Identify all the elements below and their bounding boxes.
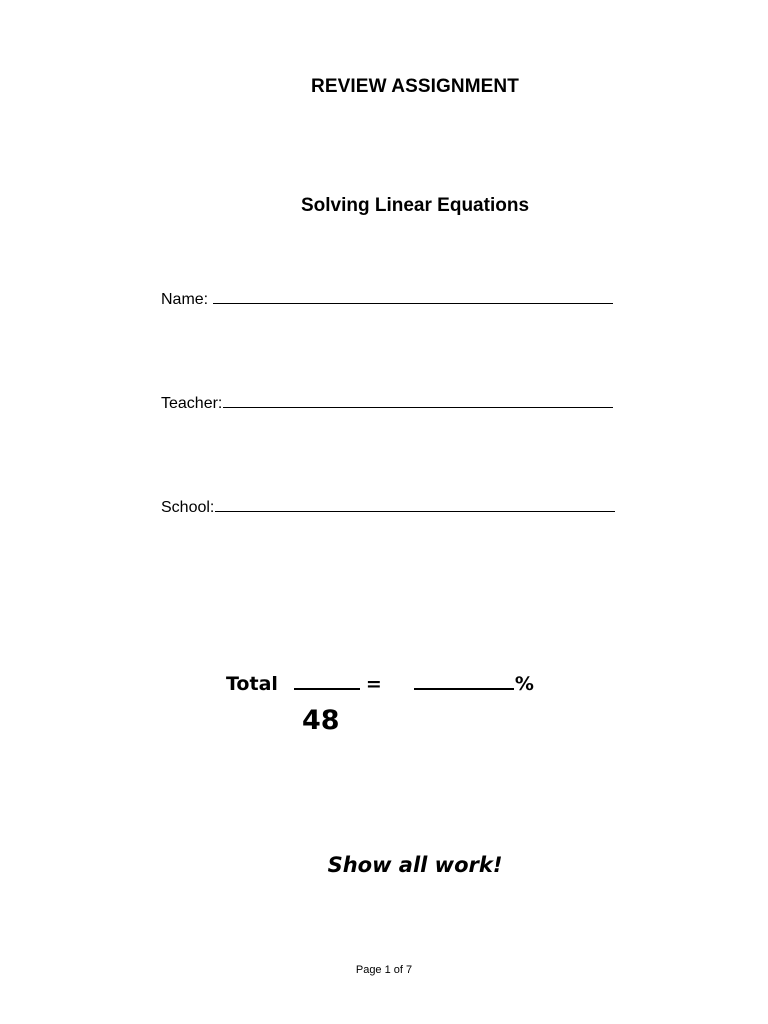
percent-blank-line: [414, 672, 514, 690]
name-blank-line: [213, 289, 613, 304]
school-field: [161, 497, 615, 517]
school-label: School:: [161, 499, 215, 516]
instruction-text: Show all work!: [327, 853, 503, 877]
page-indicator: Page 1 of 7: [355, 964, 413, 976]
score-blank-line: [294, 672, 360, 690]
document-subtitle: Solving Linear Equations: [300, 195, 530, 216]
teacher-field: [161, 393, 613, 413]
teacher-label: Teacher:: [161, 395, 223, 412]
max-points-value: 48: [302, 705, 340, 736]
document-title: REVIEW ASSIGNMENT: [311, 76, 519, 97]
equals-sign: =: [365, 673, 382, 695]
total-score-row: [226, 672, 534, 695]
percent-sign: %: [514, 673, 534, 695]
name-label: Name:: [161, 291, 209, 308]
total-label: Total: [226, 673, 278, 695]
teacher-blank-line: [223, 393, 613, 408]
school-blank-line: [215, 497, 615, 512]
name-field: [161, 289, 613, 309]
